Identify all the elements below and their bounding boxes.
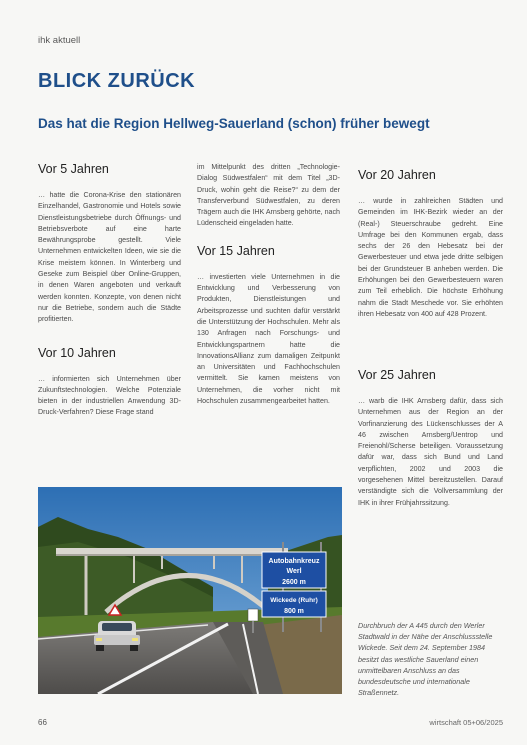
- heading-vor-15-jahren: Vor 15 Jahren: [197, 243, 275, 258]
- column-1: [38, 162, 181, 433]
- sign-top-line-2: Werl: [286, 568, 302, 575]
- text-vor-10-jahren-continued: im Mittelpunkt des dritten „Technologie-Dialog Südwestfalen“ mit dem Titel „3D-Druck, wohin geht die Reise?“ zu dem der Transferverbund Südwestfalen, zu deren Trägern auch die IHK Arnsberg gehörte, nach Lüdenscheid eingeladen hatte.: [197, 163, 340, 228]
- column-2: [197, 162, 340, 421]
- sign-top-line-1: Autobahnkreuz: [268, 558, 320, 565]
- publication-footer: wirtschaft 05+06/2025: [429, 718, 503, 727]
- heading-vor-20-jahren: Vor 20 Jahren: [358, 168, 436, 182]
- highway-photo: [38, 487, 342, 694]
- section-kicker: ihk aktuell: [38, 35, 81, 46]
- heading-vor-5-jahren: Vor 5 Jahren: [38, 162, 109, 176]
- text-vor-15-jahren: … investierten viele Unternehmen in die Entwicklung und Verbesserung von Produkten, Dienstleistungen und Arbeitsprozesse und suchten dafür verstärkt die Unterstützung der Hochschulen. Mehr als 130 Anfragen nach Forschungs- und Entwicklungspartnern hatte die InnovationsAllianz zum damaligen Zeitpunkt an Universitäten und Fachhochschulen vermittelt. Sie kamen meistens von Unternehmen, die vorher nicht mit Hochschulen zusammengearbeitet hatten.: [197, 272, 340, 406]
- highway-sign-top: [262, 552, 326, 588]
- sign-bottom-line-2: 800 m: [284, 608, 304, 615]
- sign-bottom-line-1: Wickede (Ruhr): [270, 597, 318, 604]
- page-number: 66: [38, 718, 47, 727]
- page-title: BLICK ZURÜCK: [38, 70, 196, 92]
- highway-sign-bottom: [262, 591, 326, 617]
- photo-caption: Durchbruch der A 445 durch den Werler Stadtwald in der Nähe der Anschlussstelle Wickede. Seit dem 24. September 1984 besitzt das westliche Sauerland einen unmittelbaren Anschluss an das bundesdeutsche und internationale Straßennetz.: [358, 621, 493, 698]
- sign-top-line-3: 2600 m: [282, 579, 306, 586]
- text-vor-20-jahren: … wurde in zahlreichen Städten und Gemeinden im IHK-Bezirk wieder an der (Real-) Steuerschraube gedreht. Eine Umfrage bei den Kommunen ergab, dass sechs der 26 den Hebesatz bei der Gewerbesteuer und etwa jede dritte selbigen bei der Grundsteuer B anheben werden. Die Erhöhungen bei den Gewerbesteuern waren zum Teil erheblich. Die höchste Erhöhung nahm die Stadt Meschede vor. Sie erhöhten ihren Hebesatz von 400 auf 428 Prozent.: [358, 197, 503, 318]
- heading-vor-10-jahren: Vor 10 Jahren: [38, 345, 116, 360]
- column-3-top: [358, 168, 503, 334]
- text-vor-5-jahren: … hatte die Corona-Krise den stationären Einzelhandel, Gastronomie und Hotels sowie Dienstleistungsbetriebe durch Öffnungs- und Betriebsverbote auf eine harte Bewährungsprobe gestellt. Viele Unternehmen entwickelten Ideen, wie sie die Krise meistern können. In Winterberg und Geseke zum Beispiel über Online-Gruppen, in denen Waren angeboten und verkauft werden konnten. Konzepte, von denen nicht nur die Betriebe, sondern auch die Städte profitierten.: [38, 191, 181, 324]
- text-vor-10-jahren: … informierten sich Unternehmen über Zukunftstechnologien. Welche Potenziale bieten in der industriellen Anwendung 3D-Druck-Verfahren? Diese Frage stand: [38, 374, 181, 417]
- column-3-bottom: [358, 368, 503, 523]
- text-vor-25-jahren: … warb die IHK Arnsberg dafür, dass sich Unternehmen aus der Region an der Vorfinanzierung des Lückenschlusses der A 46 zwischen Arnsberg/Uentrop und Freienohl/Scherse beteiligen. Voraussetzung dafür war, dass sich Bund und Land verpflichten, 2002 und 2003 die vorgesehenen Mittel bereitzustellen. Darauf verständigte sich die Vollversammlung der IHK in ihrer Frühjahrssitzung.: [358, 397, 503, 507]
- page-subtitle: Das hat die Region Hellweg-Sauerland (schon) früher bewegt: [38, 116, 430, 131]
- heading-vor-25-jahren: Vor 25 Jahren: [358, 368, 436, 382]
